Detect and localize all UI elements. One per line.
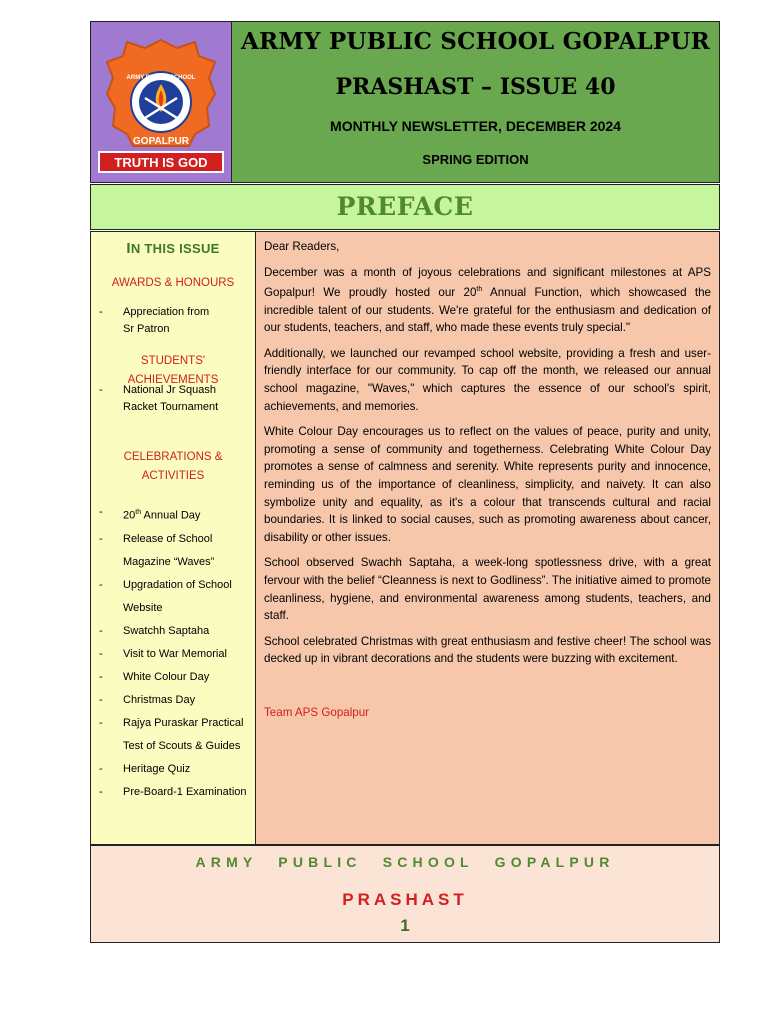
footer-newsletter-name: PRASHAST — [342, 890, 468, 909]
newsletter-subtitle: MONTHLY NEWSLETTER, DECEMBER 2024 — [330, 118, 621, 134]
school-logo — [91, 22, 232, 182]
sidebar-title-rest: N THIS ISSUE — [130, 241, 220, 256]
paragraph-4: School observed Swachh Saptaha, a week-long spotlessness drive, with a great fervour with the belief “Cleanness is next to Godliness”. The initiative aimed to promote cleanliness, hygiene, and environmental awareness among students, teachers, and staff. — [264, 556, 711, 623]
section-heading: AWARDS & HONOURS — [111, 277, 235, 289]
page-number: 1 — [400, 916, 410, 935]
masthead — [90, 21, 720, 183]
greeting: Dear Readers, — [264, 240, 340, 253]
logo-motto: TRUTH IS GOD — [114, 155, 208, 170]
paragraph-2: Additionally, we launched our revamped school website, providing a fresh and user-friendly interface for our community. To cap off the month, we released our annual school magazine, "Waves," which captures the essence of our school's spirit, achievements, and memories. — [264, 346, 711, 413]
issue-title: PRASHAST – ISSUE 40 — [335, 74, 616, 100]
paragraph-5: School celebrated Christmas with great enthusiasm and festive cheer! The school was decked up in vibrant decorations and the students were buzzing with excitement. — [264, 634, 711, 666]
school-crest-icon — [91, 22, 231, 182]
annual-day-item: 20th Annual Day — [123, 509, 201, 522]
sidebar-title — [91, 240, 255, 257]
paragraph-1: December was a month of joyous celebrations and significant milestones at APS Gopalpur! We proudly hosted our 20th Annual Function, which showcased the incredible talent of our students. We're grateful for the enthusiasm and dedication of our students, teachers, and staff, who made these events truly special." — [264, 265, 711, 335]
signature: Team APS Gopalpur — [264, 705, 370, 719]
preface-body — [256, 231, 720, 845]
logo-arc-text: ARMY PUBLIC SCHOOL — [126, 75, 196, 81]
logo-place-text: GOPALPUR — [133, 136, 189, 147]
section-heading: STUDENTS' ACHIEVEMENTS — [127, 355, 219, 386]
paragraph-3: White Colour Day encourages us to reflect on the values of peace, purity and unity, promoting a sense of community and togetherness. Celebrating White Colour Day promotes a sense of calmness and serenity. White represents purity and innocence, reminding us of the importance of cleanliness, simplicity, and naivety. It can also symbolize unity and equality, as it's a colour that transcends cultural and racial boundaries. It is linked to social causes, such as promoting awareness about cancer, disability or other issues. — [264, 425, 711, 544]
footer-school-name: ARMY PUBLIC SCHOOL GOPALPUR — [195, 854, 615, 870]
sidebar-title-initial: I — [126, 240, 131, 257]
preface-banner — [90, 184, 720, 230]
edition-label: SPRING EDITION — [422, 152, 529, 167]
section-heading: CELEBRATIONS & ACTIVITIES — [123, 451, 223, 482]
page-footer — [90, 845, 720, 943]
in-this-issue-sidebar: IN THIS ISSUE AWARDS & HONOURS - Appreciation from Sr Patron STUDENTS' ACHIEVEMENTS - National Jr Squash Racket Tournament CELEBRATIONS & ACTIVITIES - 20th Annual Day - Release of School Magazine “Waves” - Upgradation of School Website - Swatchh Saptaha - Visit to War Memorial - White Colour Day - Christmas Day - Rajya Puraskar Practical Test of Scouts & Guides - Heritage Quiz - Pre-Board-1 Examination — [90, 231, 256, 845]
preface-title: PREFACE — [336, 192, 474, 221]
masthead-titles — [232, 22, 719, 182]
school-name: ARMY PUBLIC SCHOOL GOPALPUR — [241, 28, 710, 55]
